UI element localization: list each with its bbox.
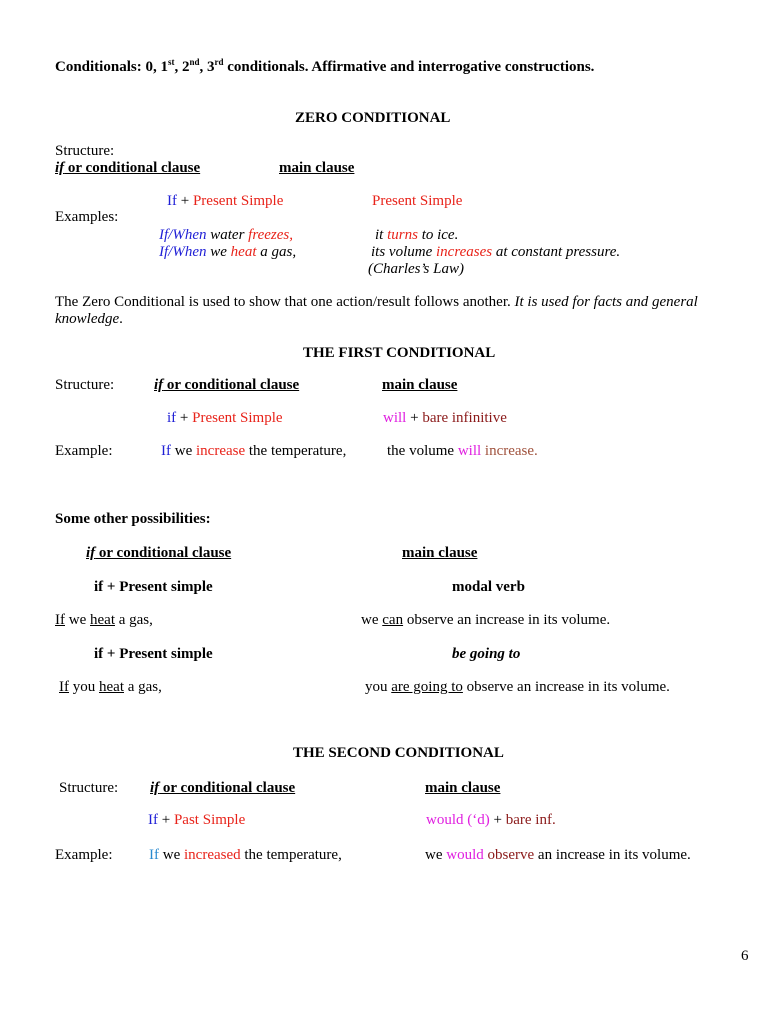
first-formula-main: will + bare infinitive xyxy=(383,410,507,426)
second-structure-label: Structure: xyxy=(59,780,119,796)
second-formula-if: If + Past Simple xyxy=(148,812,246,828)
zero-formula-if: If + Present Simple xyxy=(167,193,284,209)
zero-main-clause-header: main clause xyxy=(279,160,355,176)
first-example-main-clause: the volume will increase. xyxy=(387,443,538,459)
zero-example1-if-clause: If/When water freezes, xyxy=(159,227,294,243)
other-possibilities-title: Some other possibilities: xyxy=(55,511,211,527)
other-example1-if-clause: If we heat a gas, xyxy=(55,612,153,628)
other-row1-left: if + Present simple xyxy=(94,579,213,595)
zero-conditional-title: ZERO CONDITIONAL xyxy=(295,110,451,126)
other-example1-main-clause: we can observe an increase in its volume. xyxy=(361,612,611,628)
other-row1-right: modal verb xyxy=(452,579,525,595)
first-conditional-title: THE FIRST CONDITIONAL xyxy=(303,345,496,361)
zero-structure-label: Structure: xyxy=(55,143,115,159)
second-conditional-clause-header: if or conditional clause xyxy=(150,780,296,796)
second-example-if-clause: If we increased the temperature, xyxy=(149,847,342,863)
zero-description-line1: The Zero Conditional is used to show that one action/result follows another. It is used for facts and general xyxy=(55,294,698,310)
zero-example2-if-clause: If/When we heat a gas, xyxy=(159,244,297,260)
zero-example2-main-clause: its volume increases at constant pressure. xyxy=(371,244,621,260)
page-number: 6 xyxy=(741,948,749,964)
other-row2-right: be going to xyxy=(452,646,521,662)
zero-conditional-clause-header: if or conditional clause xyxy=(55,160,201,176)
first-main-clause-header: main clause xyxy=(382,377,458,393)
second-formula-main: would (‘d) + bare inf. xyxy=(426,812,556,828)
zero-example2-note: (Charles’s Law) xyxy=(368,261,464,277)
second-conditional-title: THE SECOND CONDITIONAL xyxy=(293,745,504,761)
other-example2-if-clause: If you heat a gas, xyxy=(59,679,162,695)
other-example2-main-clause: you are going to observe an increase in its volume. xyxy=(365,679,670,695)
zero-examples-label: Examples: xyxy=(55,209,119,225)
first-conditional-clause-header: if or conditional clause xyxy=(154,377,300,393)
zero-description-line2: knowledge. xyxy=(55,311,123,327)
first-structure-label: Structure: xyxy=(55,377,115,393)
second-main-clause-header: main clause xyxy=(425,780,501,796)
first-example-label: Example: xyxy=(55,443,113,459)
other-row2-left: if + Present simple xyxy=(94,646,213,662)
second-example-main-clause: we would observe an increase in its volume. xyxy=(425,847,691,863)
document-heading: Conditionals: 0, 1st, 2nd, 3rd conditionals. Affirmative and interrogative constructions. xyxy=(55,57,595,75)
zero-formula-main: Present Simple xyxy=(372,193,463,209)
other-main-clause-header: main clause xyxy=(402,545,478,561)
first-formula-if: if + Present Simple xyxy=(167,410,283,426)
other-conditional-clause-header: if or conditional clause xyxy=(86,545,232,561)
zero-example1-main-clause: it turns to ice. xyxy=(375,227,459,243)
first-example-if-clause: If we increase the temperature, xyxy=(161,443,347,459)
second-example-label: Example: xyxy=(55,847,113,863)
